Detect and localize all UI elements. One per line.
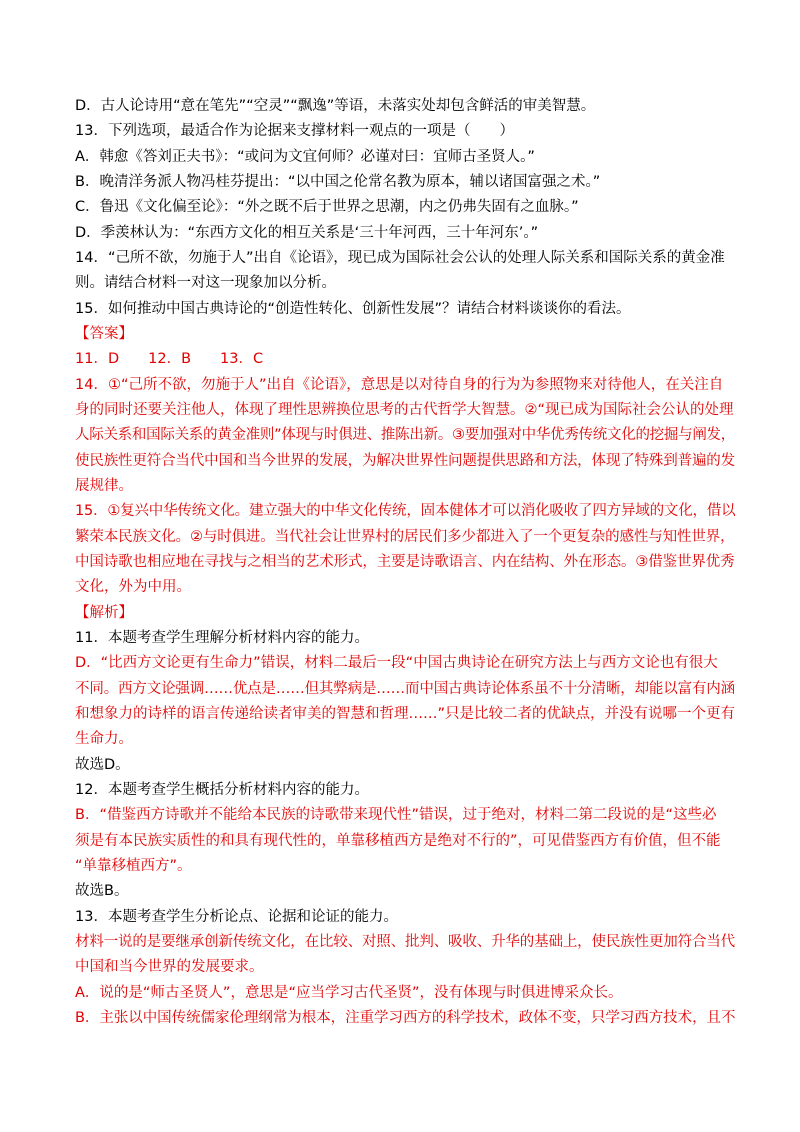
answer-label: 【答案】 xyxy=(75,326,133,342)
analysis-11-line: 生命力。 xyxy=(75,731,133,747)
answer-14-line: 人际关系和国际关系的黄金准则”体现与时俱进、推陈出新。③要加强对中华优秀传统文化的挖掘与阐发， xyxy=(75,427,736,443)
analysis-13-line: 中国和当今世界的发展要求。 xyxy=(75,959,264,975)
option-d-line: D．古人论诗用“意在笔先”“空灵”“飘逸”等语，未落实处却包含鲜活的审美智慧。 xyxy=(75,98,596,114)
option-d-line: D．季羡林认为：“东西方文化的相互关系是‘三十年河西，三十年河东’。” xyxy=(75,225,539,241)
analysis-11-line: D．“比西方文论更有生命力”错误，材料二最后一段“中国古典诗论在研究方法上与西方文论也有很大 xyxy=(75,655,718,671)
option-a-line: A．韩愈《答刘正夫书》：“或问为文宜何师？必谨对曰：宜师古圣贤人。” xyxy=(75,149,535,165)
question-14-cont: 则。请结合材料一对这一现象加以分析。 xyxy=(75,275,336,291)
analysis-11-line: 不同。西方文论强调……优点是……但其弊病是……而中国古典诗论体系虽不十分清晰，却能以富有内涵 xyxy=(75,681,735,697)
answer-15-line: 繁荣本民族文化。②与时俱进。当代社会让世界村的居民们多少都进入了一个更复杂的感性与知性世界， xyxy=(75,529,735,545)
analysis-label: 【解析】 xyxy=(75,605,133,621)
analysis-12-line: “单靠移植西方”。 xyxy=(75,858,192,874)
analysis-13-line: B．主张以中国传统儒家伦理纲常为根本，注重学习西方的科学技术，政体不变，只学习西方技术，且不 xyxy=(75,1010,736,1026)
analysis-12-intro: 12．本题考查学生概括分析材料内容的能力。 xyxy=(75,782,369,798)
analysis-13-intro: 13．本题考查学生分析论点、论据和论证的能力。 xyxy=(75,909,398,925)
option-b-line: B．晚清洋务派人物冯桂芬提出：“以中国之伦常名教为原本，辅以诸国富强之术。” xyxy=(75,174,601,190)
answer-15-line: 15．①复兴中华传统文化。建立强大的中华文化传统，固本健体才可以消化吸收了四方异域的文化，借以 xyxy=(75,503,736,519)
analysis-12-line: 须是有本民族实质性的和具有现代性的，单靠移植西方是绝对不行的”，可见借鉴西方有价值，但不能 xyxy=(75,833,721,849)
analysis-11-line: 和想象力的诗样的语言传递给读者审美的智慧和哲理……”只是比较二者的优缺点，并没有说哪一个更有 xyxy=(75,706,736,722)
question-14: 14．“己所不欲，勿施于人”出自《论语》，现已成为国际社会公认的处理人际关系和国际关系的黄金准 xyxy=(75,250,725,266)
answer-choices: 11．D 12．B 13．C xyxy=(75,351,264,367)
analysis-11-intro: 11．本题考查学生理解分析材料内容的能力。 xyxy=(75,630,369,646)
analysis-11-choice: 故选D。 xyxy=(75,757,130,773)
answer-14-line: 14．①“己所不欲，勿施于人”出自《论语》，意思是以对待自身的行为为参照物来对待他人，在关注自 xyxy=(75,377,724,393)
answer-14-line: 展规律。 xyxy=(75,478,133,494)
option-c-line: C．鲁迅《文化偏至论》：“外之既不后于世界之思潮，内之仍弗失固有之血脉。” xyxy=(75,199,579,215)
answer-15-line: 文化，外为中用。 xyxy=(75,579,191,595)
question-15: 15．如何推动中国古典诗论的“创造性转化、创新性发展”？请结合材料谈谈你的看法。 xyxy=(75,301,631,317)
analysis-13-line: A．说的是“师古圣贤人”，意思是“应当学习古代圣贤”，没有体现与时俱进博采众长。 xyxy=(75,985,623,1001)
analysis-12-line: B．“借鉴西方诗歌并不能给本民族的诗歌带来现代性”错误，过于绝对，材料二第二段说的是“这些必 xyxy=(75,807,717,823)
analysis-13-line: 材料一说的是要继承创新传统文化，在比较、对照、批判、吸收、升华的基础上，使民族性更加符合当代 xyxy=(75,934,735,950)
question-13: 13．下列选项，最适合作为论据来支撑材料一观点的一项是（ ） xyxy=(75,123,514,139)
analysis-12-choice: 故选B。 xyxy=(75,883,129,899)
answer-14-line: 身的同时还要关注他人，体现了理性思辨换位思考的古代哲学大智慧。②“现已成为国际社会公认的处理 xyxy=(75,402,734,418)
answer-15-line: 中国诗歌也相应地在寻找与之相当的艺术形式，主要是诗歌语言、内在结构、外在形态。③借鉴世界优秀 xyxy=(75,554,735,570)
answer-14-line: 使民族性更符合当代中国和当今世界的发展，为解决世界性问题提供思路和方法，体现了特殊到普遍的发 xyxy=(75,453,735,469)
